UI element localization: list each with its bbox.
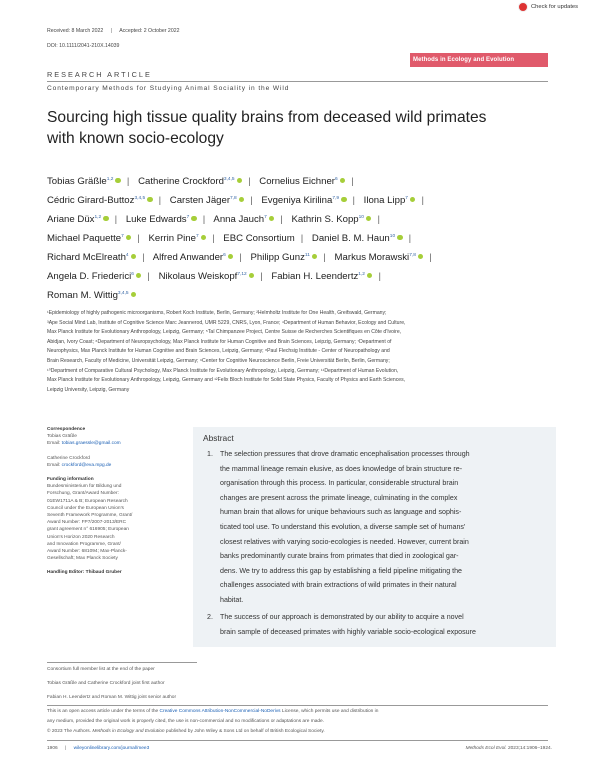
- author-line-1: Tobias Gräßle$^{1,2}$ | Catherine Crockford$^{3,4,5}$ | Cornelius Eichner$^6$ |: [47, 176, 354, 188]
- header-separator: |: [110, 28, 113, 34]
- orcid-icon[interactable]: [418, 254, 424, 260]
- abstract-line: The selection pressures that drove dramatic encephalisation processes through: [220, 450, 470, 458]
- author-name[interactable]: Anna Jauch: [213, 214, 265, 226]
- author-name[interactable]: Fabian H. Leendertz: [271, 271, 359, 283]
- author-name[interactable]: Philipp Gunz: [250, 252, 305, 264]
- funding-line: Gesellschaft; Max Planck Society: [47, 556, 118, 562]
- funding-line: 01EW1711A & B; European Research: [47, 498, 128, 504]
- accepted-date: Accepted: 2 October 2022: [119, 28, 180, 34]
- license-block: [47, 707, 553, 737]
- license-text: This is an open access article under the terms of the: [47, 709, 160, 714]
- handling-editor: Handling Editor: Thibaud Gruber: [47, 570, 122, 576]
- article-title: [47, 107, 486, 149]
- orcid-icon[interactable]: [249, 273, 255, 279]
- orcid-icon[interactable]: [147, 197, 153, 203]
- author-name[interactable]: Alfred Anwander: [152, 252, 224, 264]
- abstract-line: human brain that allows for unique behaviours such as language and sophis-: [220, 508, 462, 517]
- funding-line: Award Number: 681094; Max-Planck-: [47, 549, 127, 555]
- abstract-item-2: [207, 610, 544, 639]
- journal-logo-text: Methods in Ecology and Evolution: [413, 57, 515, 63]
- abstract-item-number: 1.: [207, 450, 213, 458]
- author-name[interactable]: Cédric Girard-Buttoz: [47, 195, 135, 207]
- author-name[interactable]: Nikolaus Weiskopf: [158, 271, 238, 283]
- journal-logo: [410, 53, 548, 67]
- author-name[interactable]: Daniel B. M. Haun: [311, 233, 390, 245]
- affiliation-line: Abidjan, Ivory Coast; ⁶Department of Neuropsychology, Max Planck Institute for Human Cognitive and Brain Sciences, Leipzig, Germany; ⁷Department of: [47, 338, 392, 345]
- affiliation-line: Neurophysics, Max Planck Institute for Human Cognitive and Brain Sciences, Leipzig, Germany; ⁸Paul Flechsig Institute - Center of Neuropathology and: [47, 348, 390, 355]
- page-footer: 1906 | wileyonlinelibrary.com/journal/mee3 Methods Ecol Evol. 2023;14:1906–1924.: [47, 746, 552, 751]
- license-text: License, which permits use and distribution in: [280, 709, 379, 714]
- orcid-icon[interactable]: [367, 273, 373, 279]
- footnotes: [47, 663, 347, 705]
- license-text: any medium, provided the original work is properly cited, the use is non-commercial and no modifications or adaptations are made.: [47, 719, 325, 724]
- abstract-line: The success of our approach is demonstrated by our ability to acquire a novel: [220, 613, 464, 621]
- author-name[interactable]: Richard McElreath: [47, 252, 126, 264]
- affiliations: [47, 309, 553, 395]
- corr2-email-label: Email:: [47, 462, 62, 468]
- author-name[interactable]: EBC Consortium: [223, 233, 295, 245]
- funding-line: Bundesministerium für Bildung und: [47, 484, 122, 490]
- doi[interactable]: DOI: 10.1111/2041-210X.14039: [47, 43, 120, 49]
- author-name[interactable]: Roman M. Wittig: [47, 290, 118, 302]
- author-name[interactable]: Kerrin Pine: [148, 233, 196, 245]
- affiliation-line: ³Ape Social Mind Lab, Institute of Cognitive Science Marc Jeannerod, UMR 5229, CNRS, Lyon, France; ⁴Department of Human Behavior, Ecology and Culture,: [47, 319, 406, 326]
- orcid-icon[interactable]: [312, 254, 318, 260]
- sidebar: [47, 426, 187, 577]
- funding-line: Award Number: FP7/2007-2013/ERC: [47, 520, 127, 526]
- author-name[interactable]: Markus Morawski: [334, 252, 410, 264]
- author-name[interactable]: Kathrin S. Kopp: [291, 214, 359, 226]
- received-date: Received: 8 March 2022: [47, 28, 104, 34]
- citation-journal: Methods Ecol Evol.: [465, 746, 507, 751]
- abstract-line: habitat.: [220, 595, 244, 604]
- abstract-item-number: 2.: [207, 613, 213, 621]
- orcid-icon[interactable]: [410, 197, 416, 203]
- abstract-line: the mammal lineage remain elusive, as does knowledge of brain structure re-: [220, 464, 463, 473]
- orcid-icon[interactable]: [341, 197, 347, 203]
- abstract-line: organisation through this process. In particular, considerable structural brain: [220, 479, 459, 488]
- author-name[interactable]: Ilona Lipp: [363, 195, 406, 207]
- affiliation-line: ¹Epidemiology of highly pathogenic microorganisms, Robert Koch Institute, Berlin, Germany; ²Helmholtz Institute for One Health, Greifswald, Germany;: [47, 310, 387, 316]
- author-name[interactable]: Tobias Gräßle: [47, 176, 107, 188]
- article-section: Contemporary Methods for Studying Animal Sociality in the Wild: [47, 85, 290, 92]
- author-line-5: Richard McElreath$^4$ | Alfred Anwander$^6$ | Philipp Gunz$^{11}$ | Markus Morawski$^{7,8}$ |: [47, 252, 432, 264]
- affiliation-line: Brain Research, Faculty of Medicine, Universität Leipzig, Germany; ⁹Center for Cognitive Neuroscience Berlin, Freie Universität Berlin, Berlin, Germany;: [47, 357, 390, 364]
- orcid-icon[interactable]: [366, 216, 372, 222]
- affiliation-line: ¹⁰Department of Comparative Cultural Psychology, Max Planck Institute for Evolutionary Anthropology, Leipzig, Germany; ¹¹Department of Human Evolution,: [47, 367, 399, 374]
- orcid-icon[interactable]: [131, 254, 137, 260]
- orcid-icon[interactable]: [136, 273, 142, 279]
- author-name[interactable]: Cornelius Eichner: [259, 176, 335, 188]
- funding-line: and Innovation Programme, Grant/: [47, 541, 121, 547]
- author-name[interactable]: Catherine Crockford: [138, 176, 224, 188]
- copyright-text: published by John Wiley & Sons Ltd on behalf of British Ecological Society.: [164, 729, 325, 734]
- orcid-icon[interactable]: [397, 235, 403, 241]
- orcid-icon[interactable]: [269, 216, 275, 222]
- orcid-icon[interactable]: [126, 235, 132, 241]
- author-line-4: Michael Paquette$^7$ | Kerrin Pine$^7$ | EBC Consortium | Daniel B. M. Haun$^{10}$ |: [47, 233, 412, 245]
- abstract-line: ticated tool use. To understand this evolution, a diverse sample set of humans': [220, 522, 466, 531]
- author-line-6: Angela D. Friederici$^6$ | Nikolaus Weiskopf$^{7,12}$ | Fabian H. Leendertz$^{1,2}$ |: [47, 271, 381, 283]
- author-line-2: Cédric Girard-Buttoz$^{3,4,5}$ | Carsten Jäger$^{7,8}$ | Evgeniya Kirilina$^{7,9}$ | Ilona Lipp$^7$ |: [47, 195, 424, 207]
- corr2-email-link[interactable]: crockford@eva.mpg.de: [61, 462, 112, 468]
- funding-line: Union's Horizon 2020 Research: [47, 534, 115, 540]
- funding-line: Forschung, Grant/Award Number:: [47, 491, 119, 497]
- orcid-icon[interactable]: [191, 216, 197, 222]
- author-list: [47, 172, 553, 305]
- affiliation-line: Max Planck Institute for Evolutionary Anthropology, Leipzig, Germany and ¹²Felix Bloch Institute for Solid State Physics, Faculty of Physics and Earth Sciences,: [47, 377, 406, 384]
- funding-line: grant agreement n° 616905; European: [47, 527, 129, 533]
- abstract-line: banks predominantly curate brains from primates that died in zoological gar-: [220, 552, 459, 561]
- orcid-icon[interactable]: [131, 292, 137, 298]
- title-line-1: Sourcing high tissue quality brains from deceased wild primates: [47, 109, 487, 126]
- author-name[interactable]: Luke Edwards: [125, 214, 187, 226]
- abstract-line: closest relatives with varying socio-ecologies is needed. However, current brain: [220, 537, 469, 546]
- abstract-line: dens. We try to address this gap by establishing a field pipeline mitigating the: [220, 566, 462, 575]
- title-line-2: with known socio-ecology: [47, 130, 224, 147]
- footnote-joint-senior: Fabian H. Leendertz and Roman M. Wittig joint senior author: [47, 695, 177, 700]
- abstract-line: changes are present across the primate lineage, culminating in the complex: [220, 493, 458, 502]
- funding-heading: Funding information: [47, 477, 94, 483]
- abstract-item-1: [207, 447, 544, 608]
- author-line-3: Ariane Düx$^{1,2}$ | Luke Edwards$^7$ | Anna Jauch$^7$ | Kathrin S. Kopp$^{10}$ |: [47, 214, 380, 226]
- author-name[interactable]: Ariane Düx: [47, 214, 95, 226]
- check-updates-label: Check for updates: [531, 4, 579, 10]
- orcid-icon[interactable]: [228, 254, 234, 260]
- footnote-joint-first: Tobias Gräßle and Catherine Crockford joint first author: [47, 681, 165, 686]
- author-name[interactable]: Michael Paquette: [47, 233, 122, 245]
- orcid-icon[interactable]: [201, 235, 207, 241]
- orcid-icon[interactable]: [237, 178, 243, 184]
- funding-line: Council under the European Union's: [47, 505, 124, 511]
- affiliation-line: Leipzig University, Leipzig, Germany: [47, 386, 130, 393]
- abstract-box: [193, 427, 556, 647]
- orcid-icon[interactable]: [115, 178, 121, 184]
- check-updates-icon: [518, 2, 528, 12]
- corr2-name: Catherine Crockford: [47, 455, 90, 461]
- author-name[interactable]: Evgeniya Kirilina: [261, 195, 333, 207]
- article-type: RESEARCH ARTICLE: [47, 70, 152, 79]
- funding-line: Seventh Framework Programme, Grant/: [47, 513, 133, 519]
- author-line-7: Roman M. Wittig$^{3,4,5}$: [47, 286, 553, 305]
- author-name[interactable]: Angela D. Friederici: [47, 271, 132, 283]
- journal-url-link[interactable]: wileyonlinelibrary.com/journal/mee3: [73, 746, 150, 751]
- affiliation-line: Max Planck Institute for Evolutionary Anthropology, Leipzig, Germany; ⁵Taï Chimpanzee Project, Centre Suisse de Recherches Scientifiques en Côte d'Ivoire,: [47, 329, 402, 336]
- copyright-journal: Methods in Ecology and Evolution: [92, 729, 165, 734]
- orcid-icon[interactable]: [340, 178, 346, 184]
- corr1-email-label: Email:: [47, 441, 62, 447]
- abstract-line: brain sample of deceased primates with highly variable socio-ecological exposure: [220, 627, 476, 636]
- abstract-line: challenges associated with brain extractions of wild primates in their natural: [220, 581, 457, 590]
- abstract-heading: Abstract: [203, 433, 234, 443]
- citation-details: 2023;14:1906–1924.: [506, 746, 552, 751]
- copyright-text: © 2023 The Authors.: [47, 729, 93, 734]
- orcid-icon[interactable]: [239, 197, 245, 203]
- corr1-email-link[interactable]: tobias.graessle@gmail.com: [61, 441, 121, 447]
- correspondence-heading: Correspondence: [47, 427, 86, 432]
- author-name[interactable]: Carsten Jäger: [169, 195, 231, 207]
- corr1-name: Tobias Gräßle: [47, 434, 77, 440]
- footnote-consortium: Consortium full member list at the end of the paper: [47, 667, 155, 672]
- check-updates-badge[interactable]: [518, 1, 594, 13]
- license-link[interactable]: Creative Commons Attribution-NonCommercial-NoDerivs: [159, 709, 281, 714]
- page-number: 1906: [47, 746, 58, 751]
- orcid-icon[interactable]: [103, 216, 109, 222]
